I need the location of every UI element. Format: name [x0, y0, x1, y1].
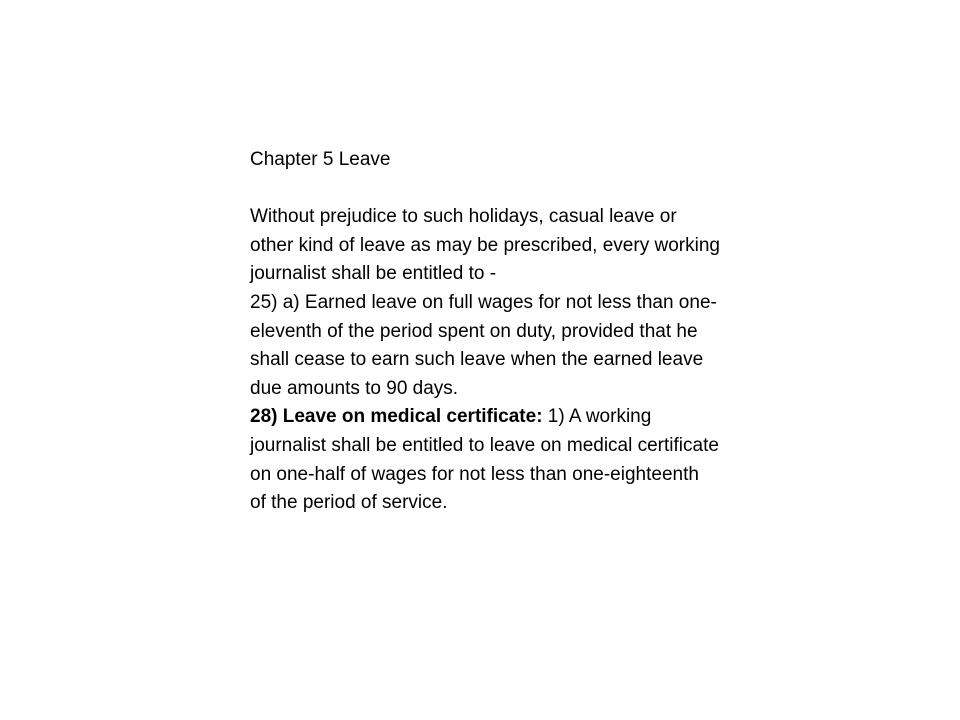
intro-paragraph: Without prejudice to such holidays, casual leave or other kind of leave as may be prescribed, every working journalist shall be entitled to - — [250, 206, 720, 285]
blank-line — [250, 175, 720, 204]
text-block — [250, 146, 720, 518]
clause-28-paragraph — [250, 403, 720, 517]
clause-28-body: 1) A working journalist shall be entitled to leave on medical certificate on one-half of wages for not less than one-eighteenth of the period of service. — [250, 406, 719, 514]
chapter-title: Chapter 5 Leave — [250, 149, 391, 170]
clause-25-paragraph: 25) a) Earned leave on full wages for not less than one-eleventh of the period spent on duty, provided that he shall cease to earn such leave when the earned leave due amounts to 90 days. — [250, 291, 717, 399]
clause-28-heading: 28) Leave on medical certificate: — [250, 406, 543, 428]
